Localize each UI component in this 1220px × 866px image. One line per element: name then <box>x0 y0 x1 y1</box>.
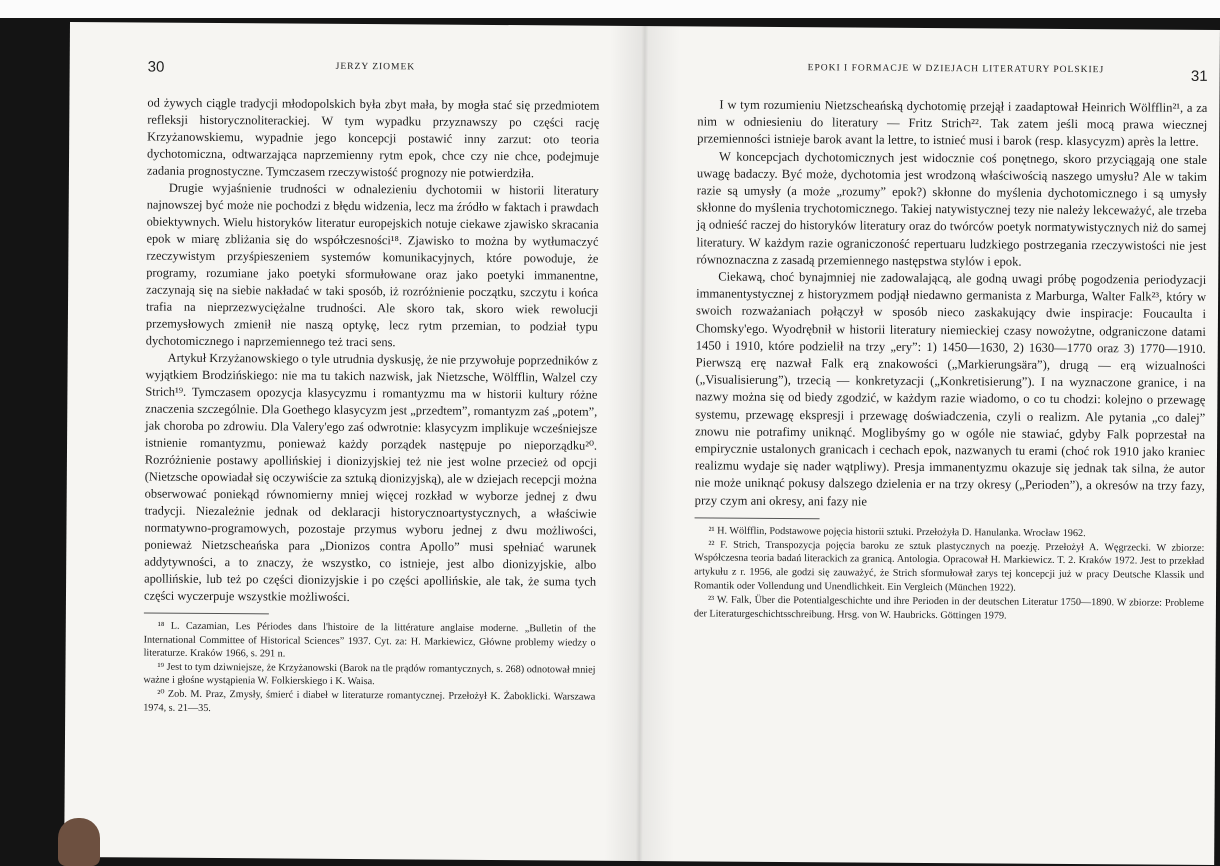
book-spread <box>64 22 1220 865</box>
right-running-head: EPOKI I FORMACJE W DZIEJACH LITERATURY POLSKIEJ <box>807 63 1105 76</box>
paragraph: I w tym rozumieniu Nietzscheańską dychotomię przejął i zaadaptował Heinrich Wölfflin²¹, a za nim w odniesieniu do literatury — Fritz Strich²². Tak zatem jeśli mocą prawa wiecznej przemienności istnieje barok avant la lettre, to istnieć musi i barok (resp. klasycyzm) après la lettre. <box>697 97 1208 150</box>
footnote: ²² F. Strich, Transpozycja pojęcia baroku ze sztuk plastycznych na poezję. Przełożył A. Węgrzecki. W zbiorze: Współczesna teoria badań literackich za granicą. Antologia. Opracował H. Markiewicz. T. 2. Kraków 1972. Jest to przekład artykułu z r. 1956, ale godzi się zauważyć, że Strich sformułował zarys tej koncepcji już w pracy Deutsche Klassik und Romantik oder Vollendung und Unendlichkeit. Ein Vergleich (München 1922). <box>694 539 1205 594</box>
left-footnotes <box>143 620 596 718</box>
footnote: ¹⁹ Jest to tym dziwniejsze, że Krzyżanowski (Barok na tle prądów romantycznych, s. 268) odnotował mniej ważne i głośne wystąpienia W. Folkierskiego i K. Waisa. <box>143 661 596 688</box>
footnote: ²³ W. Falk, Über die Potentialgeschichte und ihre Perioden in der deutschen Literatur 1750—1890. W zbiorze: Probleme der Literaturgeschichtsschreibung. Hrsg. von W. Haubricks. Göttingen 1979. <box>693 594 1205 622</box>
book-gutter <box>604 26 680 861</box>
footnote-divider <box>695 517 820 519</box>
paragraph: od żywych ciągle tradycji młodopolskich była zbyt mała, by mogła stać się przedmiotem refleksji historycznoliterackiej. W tym wypadku przyznawszy po części rację Krzyżanowskiemu, wypadnie jego koncepcji postawić inny zarzut: oto teoria dychotomiczna, odtwarzająca naprzemienny rytm epok, chce czy nie chce, podejmuje zadania prognostyczne. Tymczasem rzeczywistość prognozy nie potwierdziła. <box>146 95 600 181</box>
right-page-header <box>698 60 1208 86</box>
footnote: ²¹ H. Wölfflin, Podstawowe pojęcia historii sztuki. Przełożyła D. Hanulanka. Wrocław 1962. <box>708 525 1086 539</box>
left-page-number: 30 <box>147 58 165 76</box>
paragraph: Drugie wyjaśnienie trudności w odnalezieniu dychotomii w historii literatury najnowszej być może nie pochodzi z błędu widzenia, lecz ma źródło w faktach i prawdach obiektywnych. Wielu historyków literatur europejskich notuje ciekawe zjawisko skracania epok w miarę zbliżania się do współczesności¹⁸. Zjawisko to można by wytłumaczyć rzeczywistym przyśpieszeniem systemów komunikacyjnych, które powoduje, że programy, rozumiane jako poetyki sformułowane oraz jako poetyki immanentne, zaczynają się na siebie nakładać w taki sposób, iż rozróżnienie początku, szczytu i końca trafia na nieprzezwyciężalne trudności. Ale skoro tak, skoro wiek rewolucji przemysłowych zmienił nie naszą optykę, lecz rytm przemian, to podział typu dychotomicznego i naprzemiennego też traci sens. <box>145 180 599 350</box>
right-footnotes <box>694 524 1205 624</box>
thumb-holding-book <box>58 818 100 866</box>
scan-top-edge <box>0 0 1220 18</box>
right-page-body <box>695 96 1208 512</box>
footnote: ²⁰ Zob. M. Praz, Zmysły, śmierć i diabeł w literaturze romantycznej. Przełożył K. Żaboklicki. Warszawa 1974, s. 21—35. <box>143 688 596 714</box>
right-page-number: 31 <box>1190 67 1208 85</box>
left-page <box>142 59 600 862</box>
right-page <box>692 60 1208 854</box>
paragraph: Ciekawą, choć bynajmniej nie zadowalającą, ale godną uwagi próbę pogodzenia periodyzacji immanentystycznej z historyzmem podjął niedawno germanista z Marburga, Walter Falk²³, który w swoich rozważaniach połączył w sposób nieco zaskakujący dwie inspiracje: Foucaulta i Chomsky'ego. Wyodrębnił w historii literatury niemieckiej czasy nowożytne, odgraniczone datami 1450 i 1910, które podzielił na trzy „ery”: 1) 1450—1630, 2) 1630—1770 oraz 3) 1770—1910. Pierwszą erę nazwał Falk erą znakowości („Markierungsära”), drugą — erą wizualności („Visualisierung”), trzecią — konkretyzacji („Konkretisierung”). I na wyznaczone granice, i na nazwy można się od biedy zgodzić, w każdym razie wiadomo, o co tu chodzi: kolejno o przewagę systemu, przewagę ekspresji i przewagę doświadczenia, czyli o realizm. Ale pytania „co dalej” znowu nie potrafimy uniknąć. Moglibyśmy go w ogóle nie stawiać, gdyby Falk poprzestał na empirycznie ustalonych granicach i cechach epok, nazwanych tu erami (choć rok 1910 jako kraniec realizmu wydaje się nader wątpliwy). Presja immanentyzmu okazuje się jednak tak silna, że autor nie może uniknąć pokusy dalszego dzielenia er na trzy okresy („Perioden”), a okresów na trzy fazy, przy czym ani okresy, ani fazy nie <box>694 269 1207 509</box>
paragraph: W koncepcjach dychotomicznych jest widocznie coś ponętnego, skoro przyciągają one stale uwagę badaczy. Być może, dychotomia jest wrodzoną właściwością naszego umysłu? Ale w takim razie są umysły (a może „rozumy” epok?) skłonne do myślenia dychotomicznego i są umysły skłonne do myślenia trychotomicznego. Takiej natywistycznej tezy nie należy lekceważyć, ale trzeba ją odnieść raczej do historyków literatury oraz do twórców poetyk normatywistycznych niż do samej literatury. W każdym razie ograniczoność repertuaru ludzkiego postrzegania rzeczywistości nie jest równoznaczna z zasadą przemiennego następstwa stylów i epok. <box>696 149 1208 269</box>
footnote: ¹⁸ L. Cazamian, Les Périodes dans l'histoire de la littérature anglaise moderne. „Bulletin of the International Committee of Historical Sciences” 1937. Cyt. za: H. Markiewicz, Główne problemy wiedzy o literaturze. Kraków 1966, s. 291 n. <box>143 620 596 660</box>
paragraph: Artykuł Krzyżanowskiego o tyle utrudnia dyskusję, że nie przywołuje poprzedników z wyjątkiem Brodzińskiego: nie ma tu takich nazwisk, jak Nietzsche, Wölfflin, Walzel czy Strich¹⁹. Tymczasem opozycja klasycyzmu i romantyzmu ma w historii kultury różne znaczenia szczególnie. Dla Goethego klasycyzm jest „przedtem”, romantyzm zaś „potem”, jak choroba po zdrowiu. Dla Valery'ego zaś odwrotnie: klasycyzm implikuje wcześniejsze istnienie romantyzmu, ponieważ każdy porządek następuje po nieporządku²⁰. Rozróżnienie postawy apollińskiej i dionizyjskiej też nie jest wolne przecież od opcji (Nietzsche opowiadał się oczywiście za sztuką dionizyjską), ale w dziejach recepcji można obserwować poniekąd równomierny mniej więcej rozkład w wyborze jednej z dwu tradycji. Niezależnie jednak od deklaracji historycznoartystycznych, a właściwie normatywno-programowych, pozostaje przymus wyboru jednej z dwu możliwości, ponieważ Nietzscheańska para „Dionizos contra Apollo” musi spełniać warunek addytywności, a to znaczy, że wszystko, co istnieje, jest albo dionizyjskie, albo apollińskie, lub też po części dionizyjskie i po części apollińskie, ale tak, że suma tych części wyczerpuje wszystkie możliwości. <box>143 350 598 604</box>
left-page-header <box>148 59 600 84</box>
left-page-body <box>144 95 600 608</box>
left-running-head: JERZY ZIOMEK <box>335 61 416 73</box>
footnote-divider <box>144 613 269 615</box>
